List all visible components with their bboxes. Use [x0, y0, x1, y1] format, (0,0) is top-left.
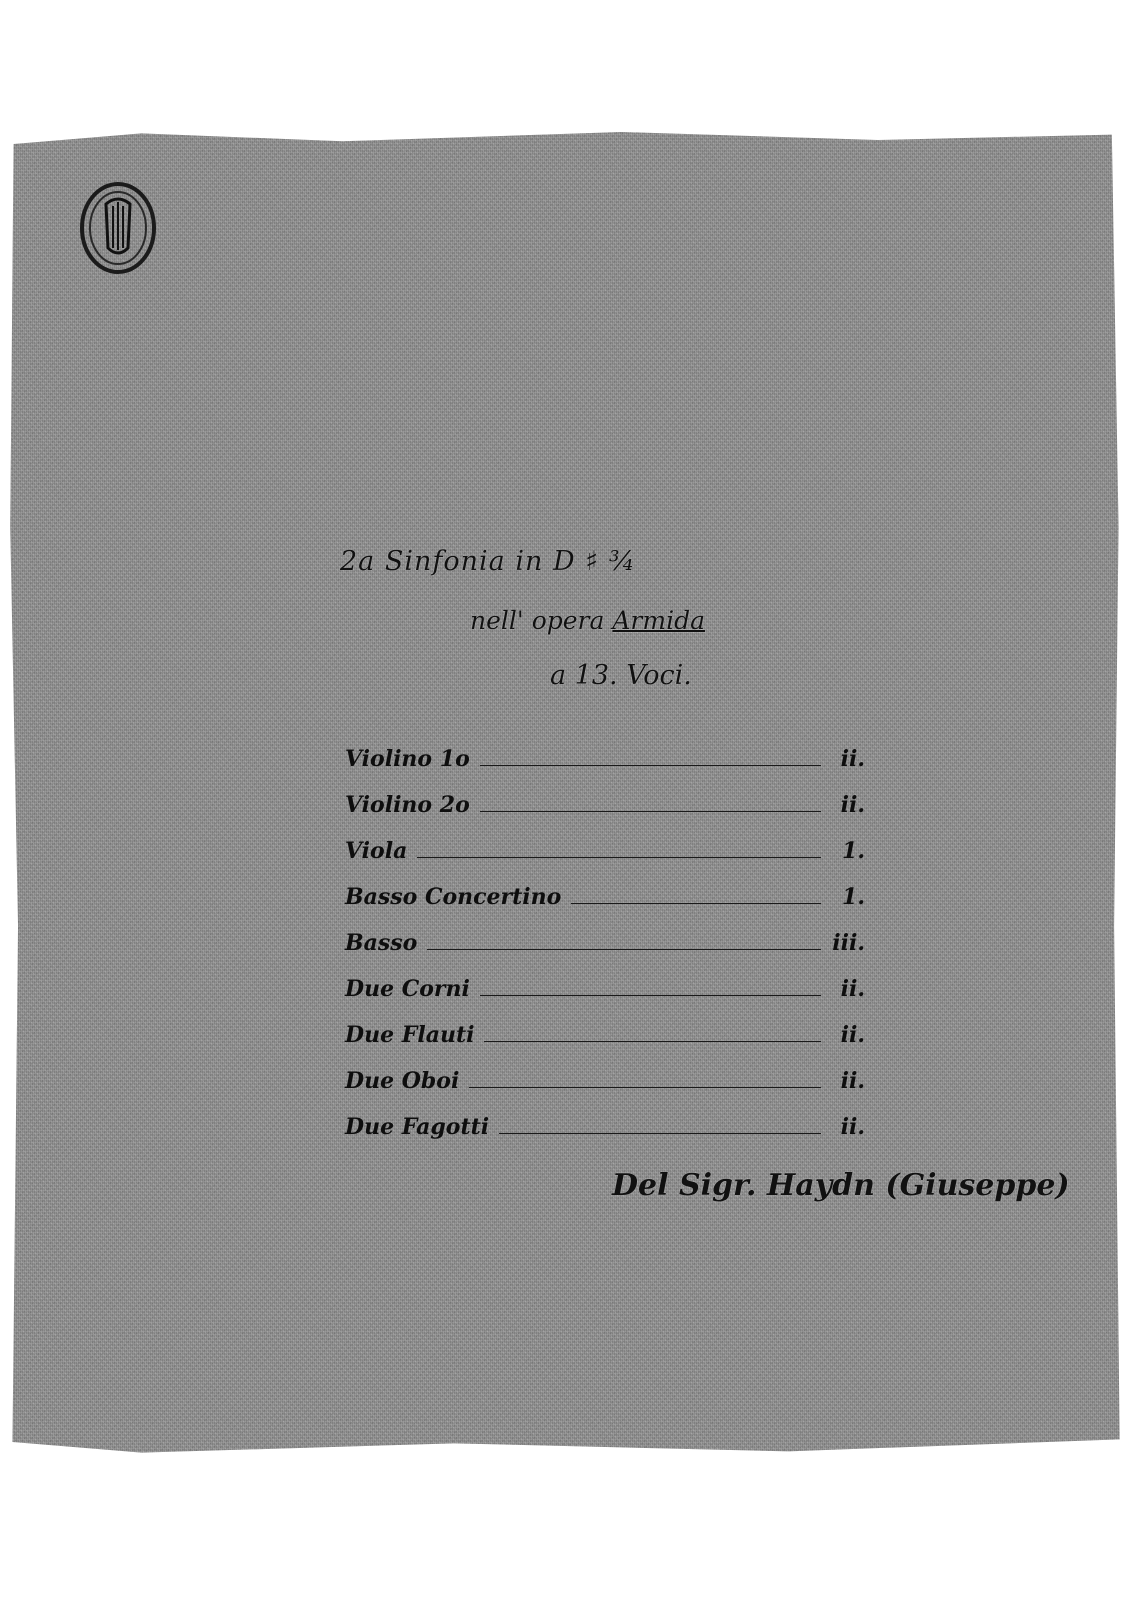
- part-name: Violino 2o: [345, 792, 470, 818]
- part-dash-line: [571, 903, 821, 904]
- part-row: [345, 822, 865, 868]
- opera-name: Armida: [612, 606, 705, 635]
- part-dash-line: [469, 1087, 821, 1088]
- part-count: ii.: [840, 1114, 865, 1140]
- part-count: 1.: [842, 884, 865, 910]
- part-row: [345, 960, 865, 1006]
- part-count: ii.: [840, 746, 865, 772]
- part-name: Violino 1o: [345, 746, 470, 772]
- part-row: [345, 1098, 865, 1144]
- voices-line: a 13. Voci.: [550, 660, 692, 691]
- part-dash-line: [499, 1133, 821, 1134]
- part-dash-line: [480, 765, 821, 766]
- part-row: [345, 776, 865, 822]
- library-stamp-icon: [78, 180, 158, 276]
- part-count: iii.: [832, 930, 865, 956]
- part-row: [345, 914, 865, 960]
- part-dash-line: [480, 811, 821, 812]
- part-dash-line: [427, 949, 821, 950]
- part-row: [345, 1006, 865, 1052]
- signature-line: Del Sigr. Haydn (Giuseppe): [612, 1168, 1070, 1203]
- opera-line: [470, 606, 705, 635]
- part-name: Basso Concertino: [345, 884, 562, 910]
- part-count: ii.: [840, 1022, 865, 1048]
- part-dash-line: [484, 1041, 821, 1042]
- part-count: ii.: [840, 792, 865, 818]
- part-row: [345, 1052, 865, 1098]
- part-row: [345, 730, 865, 776]
- part-name: Due Fagotti: [345, 1114, 490, 1140]
- title-line: 2a Sinfonia in D ♯ ¾: [340, 546, 636, 577]
- parts-list: [345, 730, 865, 1144]
- part-name: Basso: [345, 930, 418, 956]
- part-count: 1.: [842, 838, 865, 864]
- part-count: ii.: [840, 1068, 865, 1094]
- part-dash-line: [417, 857, 821, 858]
- part-name: Due Corni: [345, 976, 470, 1002]
- part-name: Viola: [345, 838, 408, 864]
- part-row: [345, 868, 865, 914]
- part-dash-line: [480, 995, 821, 996]
- opera-line-prefix: nell' opera: [470, 606, 605, 635]
- part-count: ii.: [840, 976, 865, 1002]
- part-name: Due Oboi: [345, 1068, 460, 1094]
- part-name: Due Flauti: [345, 1022, 475, 1048]
